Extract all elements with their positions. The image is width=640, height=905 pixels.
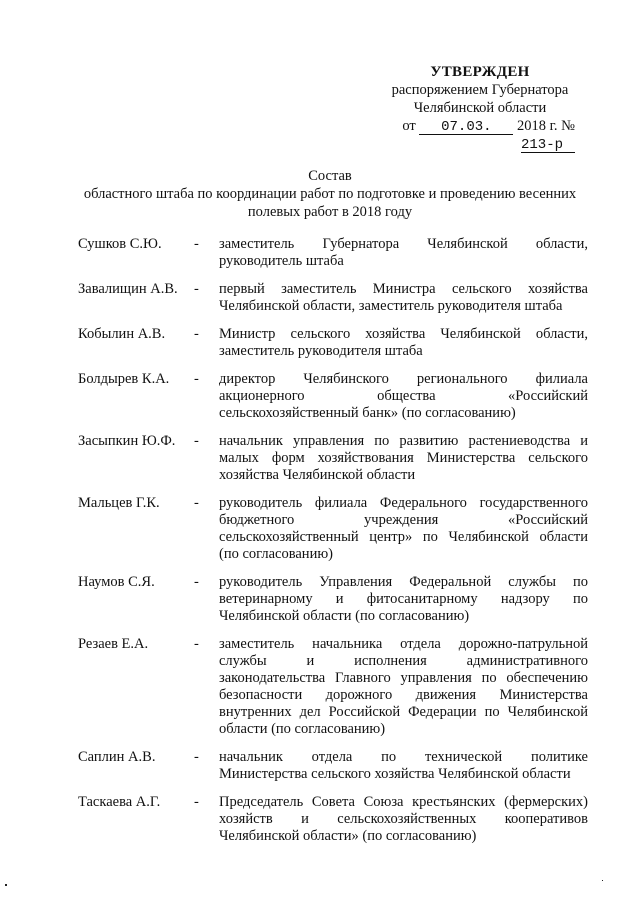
approval-line-2: Челябинской области: [413, 100, 547, 116]
approval-heading: УТВЕРЖДЕН: [430, 64, 530, 80]
member-name: Таскаева А.Г.: [78, 794, 161, 810]
member-dash: -: [194, 371, 199, 387]
member-role-line: области (по согласованию): [219, 721, 386, 737]
member-role: [219, 326, 588, 360]
member-role: [219, 636, 588, 738]
member-role-line: Челябинской области, заместитель руководителя штаба: [219, 298, 563, 314]
member-row: [78, 236, 590, 270]
member-role-line: Председатель Совета Союза крестьянских (фермерских): [219, 794, 588, 810]
member-name: Саплин А.В.: [78, 749, 156, 765]
member-row: [78, 495, 590, 563]
member-role: [219, 433, 588, 484]
scan-mark: [602, 880, 603, 881]
member-role-line: заместитель Губернатора Челябинской области,: [219, 236, 588, 252]
title-line-3: полевых работ в 2018 году: [247, 204, 413, 220]
member-name: Мальцев Г.К.: [78, 495, 160, 511]
member-name: Завалищин А.В.: [78, 281, 178, 297]
member-role-line: хозяйств и сельскохозяйственных кооперативов: [219, 811, 588, 827]
member-role-line: Челябинской области (по согласованию): [219, 608, 470, 624]
member-row: [78, 371, 590, 422]
title-line-1: Состав: [308, 168, 352, 184]
approval-date: 07.03.: [419, 121, 513, 135]
member-dash: -: [194, 749, 199, 765]
scan-mark: [5, 884, 7, 886]
member-role: [219, 281, 588, 315]
member-role: [219, 236, 588, 270]
member-dash: -: [194, 433, 199, 449]
approval-date-line: [375, 117, 585, 153]
member-dash: -: [194, 794, 199, 810]
member-role: [219, 794, 588, 845]
member-role-line: начальник управления по развитию растениеводства и: [219, 433, 588, 449]
member-name: Кобылин А.В.: [78, 326, 166, 342]
member-row: [78, 281, 590, 315]
title-line-2: областного штаба по координации работ по подготовке и проведению весенних: [83, 186, 577, 202]
member-role-line: бюджетного учреждения «Российский: [219, 512, 588, 528]
member-row: [78, 636, 590, 738]
member-role-line: (по согласованию): [219, 546, 333, 562]
member-dash: -: [194, 326, 199, 342]
approval-block: [375, 63, 585, 153]
member-role-line: Министр сельского хозяйства Челябинской области,: [219, 326, 588, 342]
approval-number: 213-р: [521, 139, 575, 153]
member-role-line: безопасности дорожного движения Министерства: [219, 687, 588, 703]
member-dash: -: [194, 574, 199, 590]
approval-line-1: распоряжением Губернатора: [391, 82, 569, 98]
member-dash: -: [194, 236, 199, 252]
member-role-line: руководитель филиала Федерального государственного: [219, 495, 588, 511]
member-role: [219, 495, 588, 563]
member-role-line: начальник отдела по технической политике: [219, 749, 588, 765]
member-role-line: внутренних дел Российской Федерации по Челябинской: [219, 704, 588, 720]
member-role-line: заместитель начальника отдела дорожно-патрульной: [219, 636, 588, 652]
member-role-line: акционерного общества «Российский: [219, 388, 588, 404]
member-name: Резаев Е.А.: [78, 636, 149, 652]
member-name: Наумов С.Я.: [78, 574, 155, 590]
member-role-line: сельскохозяйственный центр» по Челябинской области: [219, 529, 588, 545]
member-role-line: ветеринарному и фитосанитарному надзору по: [219, 591, 588, 607]
member-role-line: первый заместитель Министра сельского хозяйства: [219, 281, 588, 297]
member-dash: -: [194, 281, 199, 297]
member-role-line: директор Челябинского регионального филиала: [219, 371, 588, 387]
member-row: [78, 326, 590, 360]
member-role-line: руководитель Управления Федеральной службы по: [219, 574, 588, 590]
member-role-line: законодательства Главного управления по обеспечению: [219, 670, 588, 686]
member-dash: -: [194, 495, 199, 511]
member-name: Сушков С.Ю.: [78, 236, 162, 252]
member-row: [78, 794, 590, 845]
member-role-line: Министерства сельского хозяйства Челябинской области: [219, 766, 571, 782]
member-row: [78, 433, 590, 484]
member-role: [219, 574, 588, 625]
member-role: [219, 371, 588, 422]
members-list: [78, 236, 590, 856]
member-row: [78, 574, 590, 625]
member-row: [78, 749, 590, 783]
member-role-line: хозяйства Челябинской области: [219, 467, 416, 483]
member-role: [219, 749, 588, 783]
member-role-line: Челябинской области» (по согласованию): [219, 828, 477, 844]
approval-from: от: [402, 118, 416, 134]
document-title: [70, 167, 590, 221]
member-role-line: малых форм хозяйствования Министерства сельского: [219, 450, 588, 466]
member-name: Засыпкин Ю.Ф.: [78, 433, 176, 449]
member-role-line: службы и исполнения административного: [219, 653, 588, 669]
member-role-line: заместитель руководителя штаба: [219, 343, 423, 359]
member-role-line: сельскохозяйственный банк» (по согласованию): [219, 405, 516, 421]
member-name: Болдырев К.А.: [78, 371, 170, 387]
approval-year: 2018 г. №: [516, 118, 575, 134]
member-role-line: руководитель штаба: [219, 253, 344, 269]
member-dash: -: [194, 636, 199, 652]
